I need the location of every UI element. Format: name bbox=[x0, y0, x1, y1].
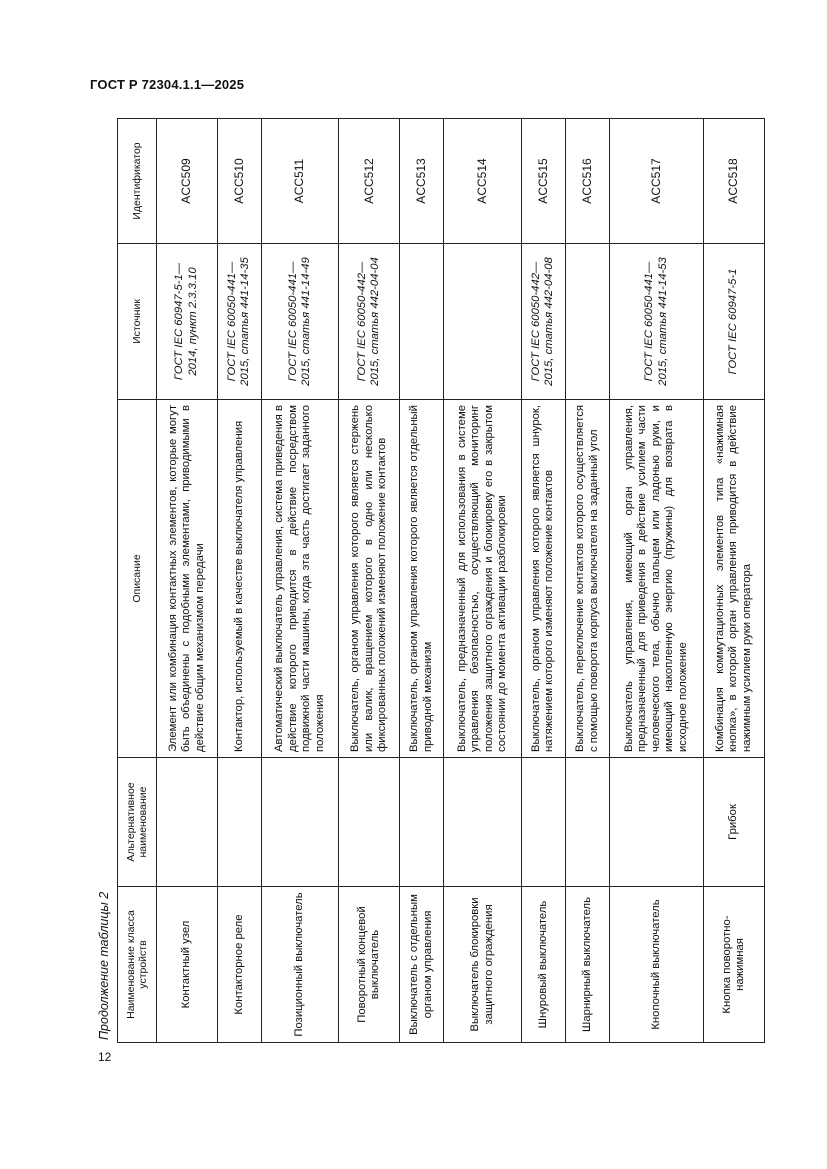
source-cell: ГОСТ IEC 60050-441—2015, статья 441-14-53 bbox=[610, 244, 704, 400]
class-name-cell: Кнопка поворотно-нажимная bbox=[704, 887, 765, 1043]
table-row bbox=[565, 119, 609, 1043]
alt-name-cell bbox=[262, 758, 339, 887]
source-cell: ГОСТ IEC 60050-442—2015, статья 442-04-08 bbox=[521, 244, 565, 400]
table-row bbox=[610, 119, 704, 1043]
source-cell: ГОСТ IEC 60050-441—2015, статья 441-14-35 bbox=[217, 244, 261, 400]
class-name-cell: Шарнирный выключатель bbox=[565, 887, 609, 1043]
identifier-cell: ACC517 bbox=[610, 119, 704, 244]
device-classes-table bbox=[117, 118, 765, 1043]
alt-name-cell bbox=[217, 758, 261, 887]
table-row bbox=[157, 119, 218, 1043]
source-cell: ГОСТ IEC 60947-5-1—2014, пункт 2.3.3.10 bbox=[157, 244, 218, 400]
identifier-cell: ACC515 bbox=[521, 119, 565, 244]
class-name-cell: Кнопочный выключатель bbox=[610, 887, 704, 1043]
source-cell: ГОСТ IEC 60947-5-1 bbox=[704, 244, 765, 400]
description-cell: Элемент или комбинация контактных элементов, которые могут быть объединены с подобными элементами, приводимыми в действие общим механизмом передачи bbox=[157, 400, 218, 758]
description-cell: Выключатель, органом управления которого является стержень или валик, вращением которого в одно или несколько фиксированных положений изменяют положение контактов bbox=[339, 400, 400, 758]
column-header-source: Источник bbox=[118, 244, 157, 400]
table-row bbox=[262, 119, 339, 1043]
table-caption: Продолжение таблицы 2 bbox=[97, 891, 111, 1040]
class-name-cell: Выключатель блокировки защитного ограждения bbox=[444, 887, 521, 1043]
source-cell bbox=[565, 244, 609, 400]
column-header-identifier: Идентификатор bbox=[118, 119, 157, 244]
description-cell: Выключатель управления, имеющий орган управления, предназначенный для приведения в действие усилием части человеческого тела, обычно пальцем или ладонью руки, и имеющий накопленную энергию (пружины) для возврата в исходное положение bbox=[610, 400, 704, 758]
class-name-cell: Выключатель с отдельным органом управления bbox=[400, 887, 444, 1043]
description-cell: Выключатель, органом управления которого является шнурок, натяжением которого изменяют положение контактов bbox=[521, 400, 565, 758]
class-name-cell: Контактный узел bbox=[157, 887, 218, 1043]
identifier-cell: ACC516 bbox=[565, 119, 609, 244]
description-cell: Выключатель, переключение контактов которого осуществляется с помощью поворота корпуса выключателя на заданный угол bbox=[565, 400, 609, 758]
identifier-cell: ACC512 bbox=[339, 119, 400, 244]
column-header-alt-name: Альтернативное наименование bbox=[118, 758, 157, 887]
identifier-cell: ACC513 bbox=[400, 119, 444, 244]
source-cell: ГОСТ IEC 60050-442—2015, статья 442-04-04 bbox=[339, 244, 400, 400]
class-name-cell: Контакторное реле bbox=[217, 887, 261, 1043]
alt-name-cell bbox=[400, 758, 444, 887]
identifier-cell: ACC510 bbox=[217, 119, 261, 244]
identifier-cell: ACC518 bbox=[704, 119, 765, 244]
alt-name-cell bbox=[339, 758, 400, 887]
alt-name-cell bbox=[444, 758, 521, 887]
alt-name-cell bbox=[610, 758, 704, 887]
column-header-name: Наименование класса устройств bbox=[118, 887, 157, 1043]
description-cell: Выключатель, органом управления которого является отдельный приводной механизм bbox=[400, 400, 444, 758]
identifier-cell: ACC509 bbox=[157, 119, 218, 244]
table-row bbox=[217, 119, 261, 1043]
table-row bbox=[400, 119, 444, 1043]
alt-name-cell bbox=[565, 758, 609, 887]
source-cell bbox=[400, 244, 444, 400]
alt-name-cell bbox=[521, 758, 565, 887]
identifier-cell: ACC514 bbox=[444, 119, 521, 244]
table-row bbox=[521, 119, 565, 1043]
table-header-row bbox=[118, 119, 157, 1043]
document-header: ГОСТ Р 72304.1.1—2025 bbox=[90, 77, 245, 92]
alt-name-cell: Грибок bbox=[704, 758, 765, 887]
table-row bbox=[444, 119, 521, 1043]
rotated-table-area bbox=[97, 119, 766, 1043]
description-cell: Выключатель, предназначенный для использования в системе управления безопасностью, осуществляющий мониторинг положения защитного ограждения и блокировку его в закрытом состоянии до момента активации разблокировки bbox=[444, 400, 521, 758]
class-name-cell: Позиционный выключатель bbox=[262, 887, 339, 1043]
source-cell: ГОСТ IEC 60050-441—2015, статья 441-14-49 bbox=[262, 244, 339, 400]
description-cell: Автоматический выключатель управления, система приведения в действие которого приводится в действие посредством подвижной части машины, когда эта часть достигает заданного положения bbox=[262, 400, 339, 758]
table-row bbox=[339, 119, 400, 1043]
identifier-cell: ACC511 bbox=[262, 119, 339, 244]
alt-name-cell bbox=[157, 758, 218, 887]
description-cell: Контактор, используемый в качестве выключателя управления bbox=[217, 400, 261, 758]
class-name-cell: Шнуровый выключатель bbox=[521, 887, 565, 1043]
class-name-cell: Поворотный концевой выключатель bbox=[339, 887, 400, 1043]
page-number: 12 bbox=[98, 1050, 112, 1064]
column-header-description: Описание bbox=[118, 400, 157, 758]
table-row bbox=[704, 119, 765, 1043]
description-cell: Комбинация коммутационных элементов типа «нажимная кнопка», в которой орган управления приводится в действие нажимным усилием руки оператора bbox=[704, 400, 765, 758]
source-cell bbox=[444, 244, 521, 400]
